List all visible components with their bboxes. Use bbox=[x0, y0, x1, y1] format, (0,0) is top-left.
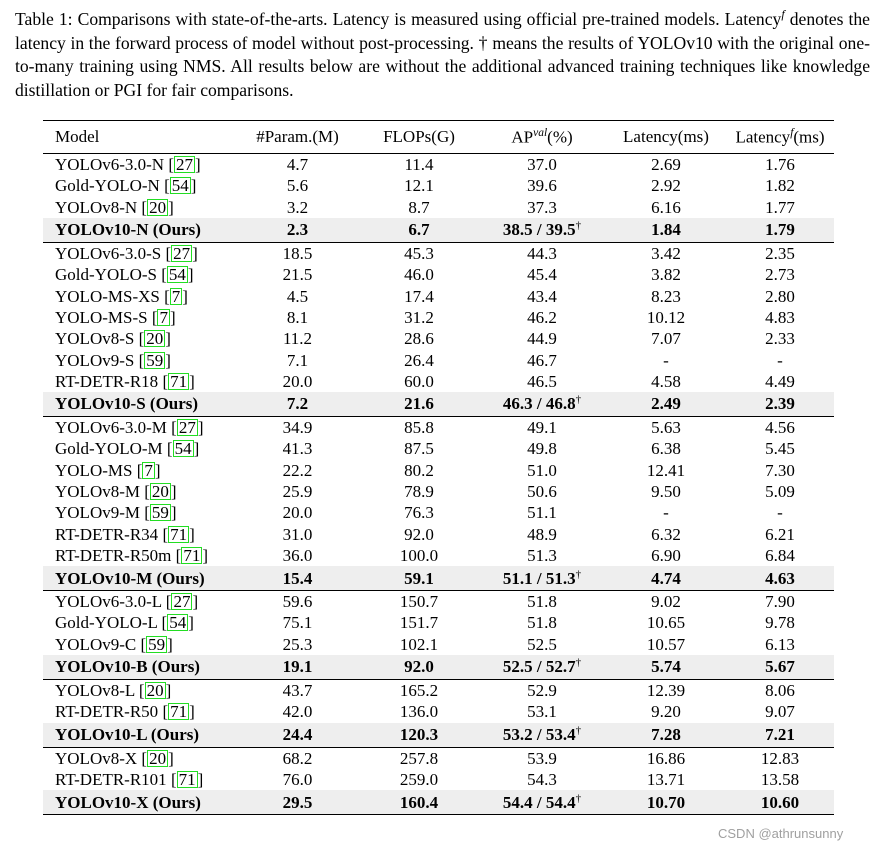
citation-link[interactable]: 27 bbox=[176, 155, 193, 175]
latency-cell: 5.63 bbox=[651, 418, 681, 438]
ours-latency-f-cell: 7.21 bbox=[726, 723, 834, 748]
latency-cell: 13.71 bbox=[646, 769, 686, 789]
ours-latency-cell: 1.84 bbox=[606, 218, 726, 243]
latency-cell: 12.39 bbox=[646, 681, 686, 701]
flops-cell: 11.4 bbox=[404, 155, 434, 175]
model-cell: RT-DETR-R18 [ 71 ] bbox=[55, 371, 195, 391]
latency-cell: 8.23 bbox=[651, 286, 681, 306]
params-cell: 4.7 bbox=[286, 155, 309, 175]
flops-cell: 31.2 bbox=[404, 307, 434, 327]
flops-cell: 92.0 bbox=[404, 524, 434, 544]
model-cell: YOLOv8-N [ 20 ] bbox=[55, 197, 174, 217]
citation-link[interactable]: 71 bbox=[170, 371, 188, 391]
dagger-mark: † bbox=[575, 219, 582, 232]
ours-latency-cell: 7.28 bbox=[606, 723, 726, 748]
citation-link[interactable]: 20 bbox=[146, 681, 164, 701]
ours-ap-cell bbox=[478, 566, 606, 591]
latency-cell: - bbox=[663, 503, 669, 523]
dagger-mark: † bbox=[575, 724, 582, 737]
caption-text-part1: Comparisons with state-of-the-arts. Latency is measured using official pre-trained models. Latency bbox=[72, 9, 782, 29]
latency-cell: 4.58 bbox=[651, 371, 681, 391]
model-cell: YOLO-MS-XS [ 7 ] bbox=[55, 286, 188, 306]
ours-latency-f-cell: 1.79 bbox=[726, 218, 834, 243]
model-name: Gold-YOLO-S bbox=[55, 265, 157, 285]
table-row bbox=[43, 502, 834, 523]
ours-model-name: YOLOv10-M (Ours) bbox=[43, 566, 235, 591]
ours-ap-cell bbox=[478, 655, 606, 680]
ap-cell: 44.9 bbox=[527, 329, 557, 349]
flops-cell: 17.4 bbox=[404, 286, 434, 306]
model-cell: YOLOv6-3.0-M [ 27 ] bbox=[55, 418, 204, 438]
header-model: Model bbox=[43, 121, 235, 154]
flops-cell: 85.8 bbox=[404, 418, 434, 438]
latency-f-cell: 4.49 bbox=[765, 371, 795, 391]
dagger-mark: † bbox=[575, 656, 582, 669]
flops-cell: 78.9 bbox=[404, 482, 434, 501]
ours-ap-value: 38.5 / 39.5 bbox=[502, 220, 576, 240]
model-name: YOLOv8-N bbox=[55, 197, 138, 217]
citation-link[interactable]: 59 bbox=[146, 350, 164, 370]
table-row bbox=[43, 349, 834, 370]
params-cell: 36.0 bbox=[282, 545, 313, 565]
flops-cell: 8.7 bbox=[408, 197, 430, 217]
flops-cell: 165.2 bbox=[399, 681, 439, 701]
table-row bbox=[43, 747, 834, 769]
ap-cell: 51.0 bbox=[527, 460, 557, 480]
header-ap bbox=[478, 121, 606, 154]
table-row bbox=[43, 197, 834, 218]
params-cell: 42.0 bbox=[282, 702, 313, 722]
table-row bbox=[43, 371, 834, 392]
citation-link[interactable]: 20 bbox=[149, 748, 167, 768]
citation-link[interactable]: 7 bbox=[171, 286, 181, 306]
ap-cell: 51.3 bbox=[527, 545, 557, 565]
table-row bbox=[43, 416, 834, 438]
latency-f-cell: 2.80 bbox=[765, 286, 795, 306]
params-cell: 8.1 bbox=[286, 307, 309, 327]
latency-f-cell: 1.77 bbox=[765, 197, 795, 217]
ours-model-name: YOLOv10-S (Ours) bbox=[43, 392, 235, 417]
table-row bbox=[43, 612, 834, 633]
ours-latency-f-cell: 2.39 bbox=[726, 392, 834, 417]
ours-latency-cell: 2.49 bbox=[606, 392, 726, 417]
model-cell: YOLOv6-3.0-N [ 27 ] bbox=[55, 155, 201, 175]
table-caption bbox=[15, 8, 870, 102]
ap-cell: 53.1 bbox=[527, 702, 557, 722]
caption-text-part2: denotes the latency in the forward process of model without post-processing. † means the results of YOLOv10 with the original one-to-many training using NMS. All results below are without the additional advanced training techniques like knowledge distillation or PGI for fair comparisons. bbox=[15, 9, 870, 100]
latency-f-cell: 7.90 bbox=[765, 592, 795, 612]
citation-link[interactable]: 54 bbox=[171, 176, 189, 196]
flops-cell: 151.7 bbox=[399, 613, 439, 633]
model-name: YOLOv8-S bbox=[55, 329, 135, 349]
model-name: YOLOv9-M bbox=[55, 503, 140, 523]
header-ap-sup: val bbox=[533, 126, 548, 139]
table-row bbox=[43, 545, 834, 566]
header-ap-unit: (%) bbox=[547, 127, 573, 147]
flops-cell: 87.5 bbox=[404, 439, 434, 459]
ap-cell: 52.9 bbox=[527, 681, 557, 701]
latency-cell: - bbox=[663, 350, 669, 370]
params-cell: 34.9 bbox=[282, 418, 313, 438]
citation-link[interactable]: 27 bbox=[173, 244, 191, 264]
model-cell: Gold-YOLO-L [ 54 ] bbox=[55, 613, 194, 633]
citation-link[interactable]: 27 bbox=[178, 418, 196, 438]
citation-link[interactable]: 54 bbox=[174, 439, 192, 459]
latency-f-cell: 2.73 bbox=[765, 265, 795, 285]
table-row bbox=[43, 460, 834, 481]
caption-latency-superscript: f bbox=[781, 7, 785, 22]
latency-cell: 10.65 bbox=[646, 613, 686, 633]
model-cell: RT-DETR-R50m [ 71 ] bbox=[55, 545, 209, 565]
model-cell: RT-DETR-R34 [ 71 ] bbox=[55, 524, 195, 544]
params-cell: 20.0 bbox=[282, 371, 313, 391]
flops-cell: 259.0 bbox=[399, 769, 439, 789]
table-row bbox=[43, 591, 834, 613]
model-cell: Gold-YOLO-N [ 54 ] bbox=[55, 176, 197, 196]
model-cell: YOLOv9-C [ 59 ] bbox=[55, 634, 173, 654]
model-cell: YOLOv9-S [ 59 ] bbox=[55, 350, 171, 370]
ours-ap-value: 54.4 / 54.4 bbox=[502, 792, 576, 812]
model-cell: YOLO-MS [ 7 ] bbox=[55, 460, 161, 480]
flops-cell: 80.2 bbox=[404, 460, 434, 480]
citation-link[interactable]: 7 bbox=[144, 460, 153, 480]
latency-f-cell: 2.35 bbox=[765, 244, 795, 264]
ours-latency-cell: 4.74 bbox=[606, 566, 726, 591]
table-row bbox=[43, 769, 834, 790]
model-name: YOLOv8-L bbox=[55, 681, 135, 701]
model-name: YOLO-MS bbox=[55, 460, 133, 480]
flops-cell: 60.0 bbox=[404, 371, 434, 391]
dagger-mark: † bbox=[575, 567, 582, 580]
latency-f-cell: 5.45 bbox=[765, 439, 795, 459]
latency-cell: 6.32 bbox=[651, 524, 681, 544]
model-name: RT-DETR-R101 bbox=[55, 769, 167, 789]
latency-f-cell: 13.58 bbox=[760, 769, 800, 789]
ours-ap-cell bbox=[478, 218, 606, 243]
caption-label: Table 1: bbox=[15, 9, 73, 29]
header-row bbox=[43, 121, 834, 154]
model-cell: YOLOv8-X [ 20 ] bbox=[55, 748, 174, 768]
params-cell: 20.0 bbox=[282, 503, 313, 523]
latency-f-cell: 5.09 bbox=[765, 482, 795, 501]
citation-link[interactable]: 20 bbox=[151, 482, 169, 501]
flops-cell: 12.1 bbox=[404, 176, 434, 196]
ours-row bbox=[43, 790, 834, 815]
latency-f-cell: 4.56 bbox=[765, 418, 795, 438]
latency-cell: 2.69 bbox=[651, 155, 681, 175]
citation-link[interactable]: 7 bbox=[159, 307, 168, 327]
ap-cell: 51.1 bbox=[527, 503, 557, 523]
ours-flops-cell: 120.3 bbox=[360, 723, 478, 748]
params-cell: 59.6 bbox=[282, 592, 313, 612]
citation-link[interactable]: 54 bbox=[168, 265, 186, 285]
model-cell: RT-DETR-R101 [ 71 ] bbox=[55, 769, 204, 789]
ap-cell: 53.9 bbox=[527, 748, 557, 768]
model-cell: YOLOv6-3.0-S [ 27 ] bbox=[55, 244, 198, 264]
table-row bbox=[43, 634, 834, 655]
model-name: RT-DETR-R18 bbox=[55, 371, 159, 391]
model-name: YOLOv6-3.0-N bbox=[55, 155, 165, 175]
params-cell: 18.5 bbox=[282, 244, 313, 264]
model-name: YOLO-MS-XS bbox=[55, 286, 160, 306]
params-cell: 43.7 bbox=[282, 681, 313, 701]
ours-ap-cell bbox=[478, 723, 606, 748]
model-name: Gold-YOLO-L bbox=[55, 613, 158, 633]
table-row bbox=[43, 175, 834, 196]
table-row bbox=[43, 481, 834, 502]
table-row bbox=[43, 307, 834, 328]
model-name: YOLOv9-C bbox=[55, 634, 137, 654]
params-cell: 3.2 bbox=[286, 197, 309, 217]
latency-cell: 9.20 bbox=[651, 702, 681, 722]
latency-f-cell: 6.13 bbox=[765, 634, 795, 654]
latency-f-cell: 9.78 bbox=[765, 613, 795, 633]
flops-cell: 136.0 bbox=[399, 702, 439, 722]
params-cell: 21.5 bbox=[282, 265, 313, 285]
ours-latency-f-cell: 5.67 bbox=[726, 655, 834, 680]
citation-link[interactable]: 71 bbox=[178, 769, 196, 789]
ours-latency-cell: 10.70 bbox=[606, 790, 726, 815]
header-params: #Param.(M) bbox=[235, 121, 360, 154]
latency-cell: 10.57 bbox=[646, 634, 686, 654]
ap-cell: 46.7 bbox=[527, 350, 557, 370]
model-cell: YOLOv8-S [ 20 ] bbox=[55, 329, 171, 349]
ours-ap-value: 52.5 / 52.7 bbox=[502, 657, 576, 677]
ap-cell: 44.3 bbox=[527, 244, 557, 264]
model-cell: YOLOv6-3.0-L [ 27 ] bbox=[55, 592, 199, 612]
params-cell: 5.6 bbox=[286, 176, 309, 196]
citation-link[interactable]: 27 bbox=[173, 592, 191, 612]
ours-row bbox=[43, 566, 834, 591]
latency-f-cell: 1.76 bbox=[765, 155, 795, 175]
ours-flops-cell: 160.4 bbox=[360, 790, 478, 815]
model-name: RT-DETR-R50 bbox=[55, 702, 159, 722]
citation-link[interactable]: 20 bbox=[146, 329, 164, 349]
ours-params-cell: 24.4 bbox=[235, 723, 360, 748]
latency-f-cell: - bbox=[777, 350, 783, 370]
dagger-mark: † bbox=[575, 393, 582, 406]
table-header bbox=[43, 121, 834, 154]
params-cell: 25.9 bbox=[282, 482, 313, 501]
citation-link[interactable]: 20 bbox=[149, 197, 167, 217]
ours-row bbox=[43, 655, 834, 680]
latency-f-cell: 1.82 bbox=[765, 176, 795, 196]
ours-flops-cell: 92.0 bbox=[360, 655, 478, 680]
table-row bbox=[43, 701, 834, 722]
model-cell: Gold-YOLO-M [ 54 ] bbox=[55, 439, 200, 459]
flops-cell: 150.7 bbox=[399, 592, 439, 612]
citation-link[interactable]: 71 bbox=[170, 702, 188, 722]
ours-ap-value: 46.3 / 46.8 bbox=[502, 394, 576, 414]
table-row bbox=[43, 523, 834, 544]
ours-model-name: YOLOv10-B (Ours) bbox=[43, 655, 235, 680]
flops-cell: 102.1 bbox=[399, 634, 439, 654]
model-cell: Gold-YOLO-S [ 54 ] bbox=[55, 265, 194, 285]
ours-row bbox=[43, 392, 834, 417]
params-cell: 7.1 bbox=[286, 350, 309, 370]
ours-latency-cell: 5.74 bbox=[606, 655, 726, 680]
ap-cell: 46.5 bbox=[527, 371, 557, 391]
citation-link[interactable]: 71 bbox=[170, 524, 188, 544]
flops-cell: 257.8 bbox=[399, 748, 439, 768]
ap-cell: 37.3 bbox=[527, 197, 557, 217]
latency-cell: 12.41 bbox=[646, 460, 686, 480]
latency-cell: 16.86 bbox=[646, 748, 686, 768]
dagger-mark: † bbox=[575, 791, 582, 804]
latency-f-cell: 8.06 bbox=[765, 681, 795, 701]
latency-f-cell: 6.84 bbox=[765, 545, 795, 565]
ap-cell: 50.6 bbox=[527, 482, 557, 501]
model-name: YOLOv6-3.0-S bbox=[55, 244, 162, 264]
header-ap-base: AP bbox=[511, 127, 534, 147]
flops-cell: 46.0 bbox=[404, 265, 434, 285]
model-cell: YOLOv9-M [ 59 ] bbox=[55, 503, 177, 523]
table-row bbox=[43, 285, 834, 306]
model-name: YOLOv8-M bbox=[55, 482, 140, 501]
ours-latency-f-cell: 4.63 bbox=[726, 566, 834, 591]
ours-flops-cell: 21.6 bbox=[360, 392, 478, 417]
flops-cell: 45.3 bbox=[404, 244, 434, 264]
flops-cell: 26.4 bbox=[404, 350, 434, 370]
ours-params-cell: 19.1 bbox=[235, 655, 360, 680]
ours-params-cell: 29.5 bbox=[235, 790, 360, 815]
citation-link[interactable]: 59 bbox=[148, 634, 166, 654]
flops-cell: 100.0 bbox=[399, 545, 439, 565]
citation-link[interactable]: 71 bbox=[183, 545, 201, 565]
latency-cell: 6.38 bbox=[651, 439, 681, 459]
latency-f-cell: 12.83 bbox=[760, 748, 800, 768]
latency-cell: 9.02 bbox=[651, 592, 681, 612]
ours-latency-f-cell: 10.60 bbox=[726, 790, 834, 815]
ours-ap-value: 53.2 / 53.4 bbox=[502, 725, 576, 745]
latency-cell: 6.90 bbox=[651, 545, 681, 565]
table-row bbox=[43, 328, 834, 349]
latency-f-cell: 7.30 bbox=[765, 460, 795, 480]
ap-cell: 45.4 bbox=[527, 265, 557, 285]
table-row bbox=[43, 679, 834, 701]
params-cell: 68.2 bbox=[282, 748, 313, 768]
watermark: CSDN @athrunsunny bbox=[718, 826, 844, 841]
latency-f-cell: 6.21 bbox=[765, 524, 795, 544]
model-cell: YOLOv8-L [ 20 ] bbox=[55, 681, 172, 701]
citation-link[interactable]: 59 bbox=[151, 503, 169, 523]
params-cell: 76.0 bbox=[282, 769, 313, 789]
ours-model-name: YOLOv10-X (Ours) bbox=[43, 790, 235, 815]
params-cell: 75.1 bbox=[282, 613, 313, 633]
model-name: RT-DETR-R50m bbox=[55, 545, 172, 565]
flops-cell: 76.3 bbox=[404, 503, 434, 523]
latency-cell: 10.12 bbox=[646, 307, 686, 327]
params-cell: 22.2 bbox=[282, 460, 313, 480]
ours-ap-cell bbox=[478, 790, 606, 815]
table-row bbox=[43, 264, 834, 285]
model-cell: YOLOv8-M [ 20 ] bbox=[55, 482, 177, 501]
model-name: YOLOv6-3.0-L bbox=[55, 592, 162, 612]
ours-flops-cell: 6.7 bbox=[360, 218, 478, 243]
ap-cell: 43.4 bbox=[527, 286, 557, 306]
latency-f-cell: 9.07 bbox=[765, 702, 795, 722]
model-name: Gold-YOLO-N bbox=[55, 176, 160, 196]
ap-cell: 49.8 bbox=[527, 439, 557, 459]
header-latf-unit: (ms) bbox=[793, 127, 825, 147]
model-name: RT-DETR-R34 bbox=[55, 524, 159, 544]
model-cell: RT-DETR-R50 [ 71 ] bbox=[55, 702, 195, 722]
params-cell: 31.0 bbox=[282, 524, 313, 544]
table-body bbox=[43, 154, 834, 815]
ap-cell: 46.2 bbox=[527, 307, 557, 327]
header-flops: FLOPs(G) bbox=[360, 121, 478, 154]
ours-ap-value: 51.1 / 51.3 bbox=[502, 568, 576, 588]
ours-row bbox=[43, 723, 834, 748]
ap-cell: 51.8 bbox=[527, 613, 557, 633]
ours-params-cell: 2.3 bbox=[235, 218, 360, 243]
latency-f-cell: 2.33 bbox=[765, 329, 795, 349]
ap-cell: 49.1 bbox=[527, 418, 557, 438]
ours-model-name: YOLOv10-L (Ours) bbox=[43, 723, 235, 748]
ap-cell: 54.3 bbox=[527, 769, 557, 789]
comparison-table bbox=[43, 120, 834, 815]
model-name: YOLOv9-S bbox=[55, 350, 135, 370]
ours-ap-cell bbox=[478, 392, 606, 417]
ap-cell: 52.5 bbox=[527, 634, 557, 654]
table-row bbox=[43, 242, 834, 264]
header-latf-sup: f bbox=[790, 126, 794, 139]
model-name: YOLOv6-3.0-M bbox=[55, 418, 167, 438]
latency-f-cell: 4.83 bbox=[765, 307, 795, 327]
model-name: YOLOv8-X bbox=[55, 748, 138, 768]
ours-model-name: YOLOv10-N (Ours) bbox=[43, 218, 235, 243]
params-cell: 41.3 bbox=[282, 439, 313, 459]
ours-params-cell: 7.2 bbox=[235, 392, 360, 417]
latency-cell: 7.07 bbox=[651, 329, 681, 349]
latency-cell: 3.82 bbox=[651, 265, 681, 285]
ours-flops-cell: 59.1 bbox=[360, 566, 478, 591]
latency-cell: 9.50 bbox=[651, 482, 681, 501]
latency-f-cell: - bbox=[777, 503, 783, 523]
latency-cell: 3.42 bbox=[651, 244, 681, 264]
header-latf-base: Latency bbox=[735, 127, 791, 147]
ours-params-cell: 15.4 bbox=[235, 566, 360, 591]
citation-link[interactable]: 54 bbox=[169, 613, 187, 633]
header-latency: Latency(ms) bbox=[606, 121, 726, 154]
params-cell: 4.5 bbox=[286, 286, 309, 306]
params-cell: 25.3 bbox=[282, 634, 313, 654]
latency-cell: 6.16 bbox=[651, 197, 681, 217]
params-cell: 11.2 bbox=[282, 329, 313, 349]
ap-cell: 51.8 bbox=[527, 592, 557, 612]
ours-row bbox=[43, 218, 834, 243]
ap-cell: 37.0 bbox=[527, 155, 557, 175]
model-cell: YOLO-MS-S [ 7 ] bbox=[55, 307, 176, 327]
latency-cell: 2.92 bbox=[651, 176, 681, 196]
table-row bbox=[43, 154, 834, 176]
ap-cell: 39.6 bbox=[527, 176, 557, 196]
table-row bbox=[43, 438, 834, 459]
model-name: YOLO-MS-S bbox=[55, 307, 148, 327]
flops-cell: 28.6 bbox=[404, 329, 434, 349]
model-name: Gold-YOLO-M bbox=[55, 439, 163, 459]
ap-cell: 48.9 bbox=[527, 524, 557, 544]
header-latency-forward bbox=[726, 121, 834, 154]
